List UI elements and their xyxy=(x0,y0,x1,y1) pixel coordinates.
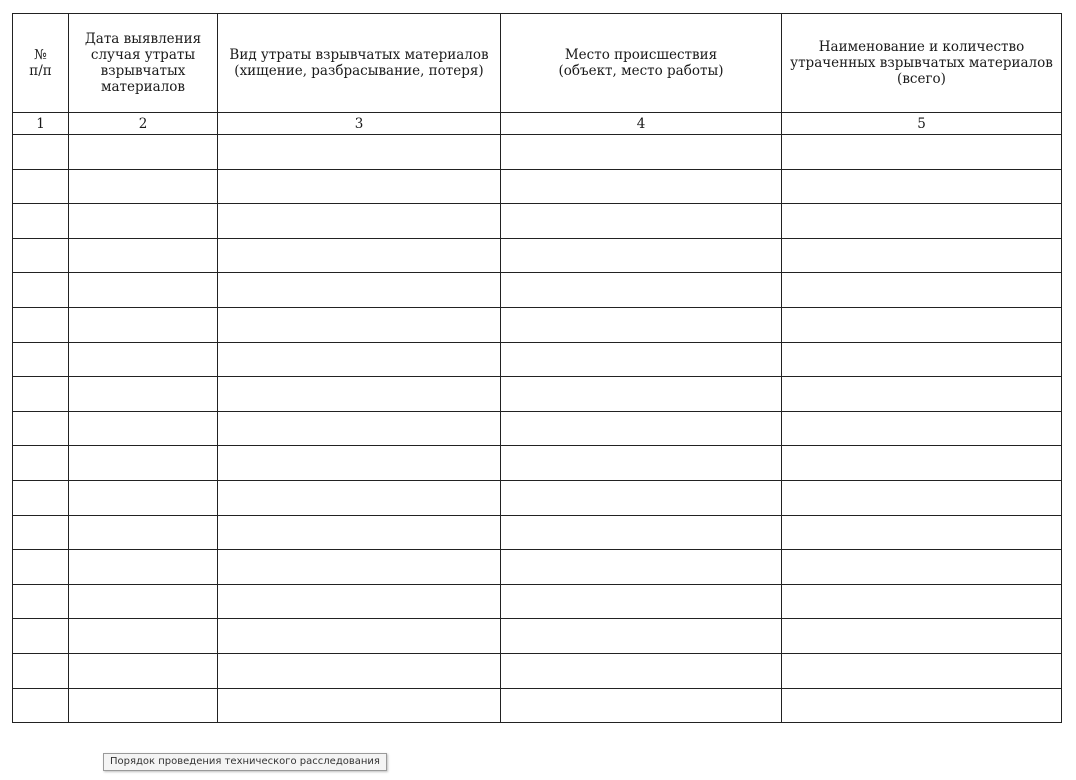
table-cell xyxy=(218,619,501,654)
header-cell-incident-location xyxy=(501,14,782,113)
table-cell xyxy=(13,411,69,446)
table-cell xyxy=(69,238,218,273)
table-cell xyxy=(501,411,782,446)
table-cell xyxy=(218,377,501,412)
table-cell xyxy=(782,377,1062,412)
table-cell xyxy=(69,550,218,585)
table-cell xyxy=(782,342,1062,377)
table-body xyxy=(13,113,1062,723)
table-cell xyxy=(501,446,782,481)
table-cell xyxy=(218,584,501,619)
table-cell xyxy=(782,515,1062,550)
table-cell xyxy=(13,584,69,619)
table-cell xyxy=(218,480,501,515)
table-cell xyxy=(782,688,1062,723)
table-cell xyxy=(69,446,218,481)
table-cell xyxy=(13,238,69,273)
table-cell xyxy=(501,653,782,688)
table-cell xyxy=(69,515,218,550)
header-line: Место происшествия xyxy=(564,47,718,63)
header-cell-loss-type xyxy=(218,14,501,113)
header-line: материалов xyxy=(101,79,185,95)
table-cell xyxy=(501,273,782,308)
table-cell xyxy=(13,273,69,308)
table-cell xyxy=(69,204,218,239)
table-cell xyxy=(782,480,1062,515)
table-cell xyxy=(501,688,782,723)
table-cell xyxy=(501,377,782,412)
table-cell xyxy=(218,135,501,170)
table-cell xyxy=(218,515,501,550)
table-row xyxy=(13,411,1062,446)
table-cell xyxy=(218,238,501,273)
table-cell xyxy=(69,411,218,446)
table-row xyxy=(13,342,1062,377)
column-number-cell: 1 xyxy=(13,113,69,135)
table-cell xyxy=(13,204,69,239)
table-cell xyxy=(782,411,1062,446)
table-cell xyxy=(218,169,501,204)
table-row xyxy=(13,307,1062,342)
table-cell xyxy=(501,135,782,170)
table-cell xyxy=(69,584,218,619)
table-cell xyxy=(13,619,69,654)
table-cell xyxy=(501,204,782,239)
table-row xyxy=(13,619,1062,654)
column-number-cell: 4 xyxy=(501,113,782,135)
table-cell xyxy=(501,480,782,515)
table-cell xyxy=(501,342,782,377)
table-cell xyxy=(501,550,782,585)
table-cell xyxy=(69,653,218,688)
table-cell xyxy=(218,446,501,481)
table-cell xyxy=(13,446,69,481)
table-cell xyxy=(501,238,782,273)
table-cell xyxy=(69,480,218,515)
header-cell-number xyxy=(13,14,69,113)
table-row xyxy=(13,377,1062,412)
table-row xyxy=(13,515,1062,550)
table-cell xyxy=(501,619,782,654)
header-line: п/п xyxy=(29,63,52,79)
table-row xyxy=(13,238,1062,273)
document-title-tooltip: Порядок проведения технического расследования xyxy=(103,753,387,771)
table-cell xyxy=(13,480,69,515)
column-number-cell: 3 xyxy=(218,113,501,135)
table-row xyxy=(13,273,1062,308)
explosives-loss-register-table xyxy=(12,13,1062,723)
table-cell xyxy=(782,446,1062,481)
table-cell xyxy=(13,653,69,688)
table-row xyxy=(13,584,1062,619)
table-cell xyxy=(501,307,782,342)
table-cell xyxy=(13,515,69,550)
header-line: случая утраты xyxy=(90,47,196,63)
table-cell xyxy=(782,169,1062,204)
table-cell xyxy=(13,307,69,342)
table-cell xyxy=(218,653,501,688)
header-line: (объект, место работы) xyxy=(558,63,724,79)
table-cell xyxy=(69,135,218,170)
table-cell xyxy=(13,169,69,204)
header-line: Дата выявления xyxy=(84,31,202,47)
table-row xyxy=(13,550,1062,585)
header-line: взрывчатых xyxy=(100,63,186,79)
table-cell xyxy=(69,307,218,342)
table-cell xyxy=(782,307,1062,342)
table-cell xyxy=(13,688,69,723)
table-cell xyxy=(218,204,501,239)
header-row xyxy=(13,14,1062,113)
table-cell xyxy=(13,342,69,377)
table-cell xyxy=(218,411,501,446)
table-cell xyxy=(69,169,218,204)
table-cell xyxy=(218,273,501,308)
column-number-cell: 2 xyxy=(69,113,218,135)
table-row xyxy=(13,446,1062,481)
table-cell xyxy=(69,688,218,723)
table-row xyxy=(13,653,1062,688)
table-cell xyxy=(69,273,218,308)
header-line: (хищение, разбрасывание, потеря) xyxy=(234,63,484,79)
header-line: (всего) xyxy=(897,71,946,87)
table-cell xyxy=(782,550,1062,585)
header-line: утраченных взрывчатых материалов xyxy=(790,55,1053,71)
table-cell xyxy=(218,688,501,723)
table-cell xyxy=(218,307,501,342)
table-cell xyxy=(501,169,782,204)
table-cell xyxy=(69,619,218,654)
table-row xyxy=(13,480,1062,515)
table-row xyxy=(13,204,1062,239)
table-cell xyxy=(782,273,1062,308)
header-line: Наименование и количество xyxy=(818,39,1025,55)
table-cell xyxy=(782,584,1062,619)
table-cell xyxy=(13,550,69,585)
header-line: Вид утраты взрывчатых материалов xyxy=(229,47,489,63)
header-cell-detection-date xyxy=(69,14,218,113)
header-line: № xyxy=(34,47,47,63)
table-cell xyxy=(69,377,218,412)
table-row xyxy=(13,169,1062,204)
table-cell xyxy=(782,653,1062,688)
table-row xyxy=(13,135,1062,170)
header-cell-name-quantity xyxy=(782,14,1062,113)
table-row xyxy=(13,688,1062,723)
table-cell xyxy=(501,515,782,550)
table-cell xyxy=(782,619,1062,654)
table-cell xyxy=(13,135,69,170)
table-cell xyxy=(782,204,1062,239)
table-cell xyxy=(13,377,69,412)
column-number-row xyxy=(13,113,1062,135)
table-cell xyxy=(218,342,501,377)
table-cell xyxy=(218,550,501,585)
table-cell xyxy=(782,135,1062,170)
table-cell xyxy=(69,342,218,377)
column-number-cell: 5 xyxy=(782,113,1062,135)
table-cell xyxy=(782,238,1062,273)
table-cell xyxy=(501,584,782,619)
